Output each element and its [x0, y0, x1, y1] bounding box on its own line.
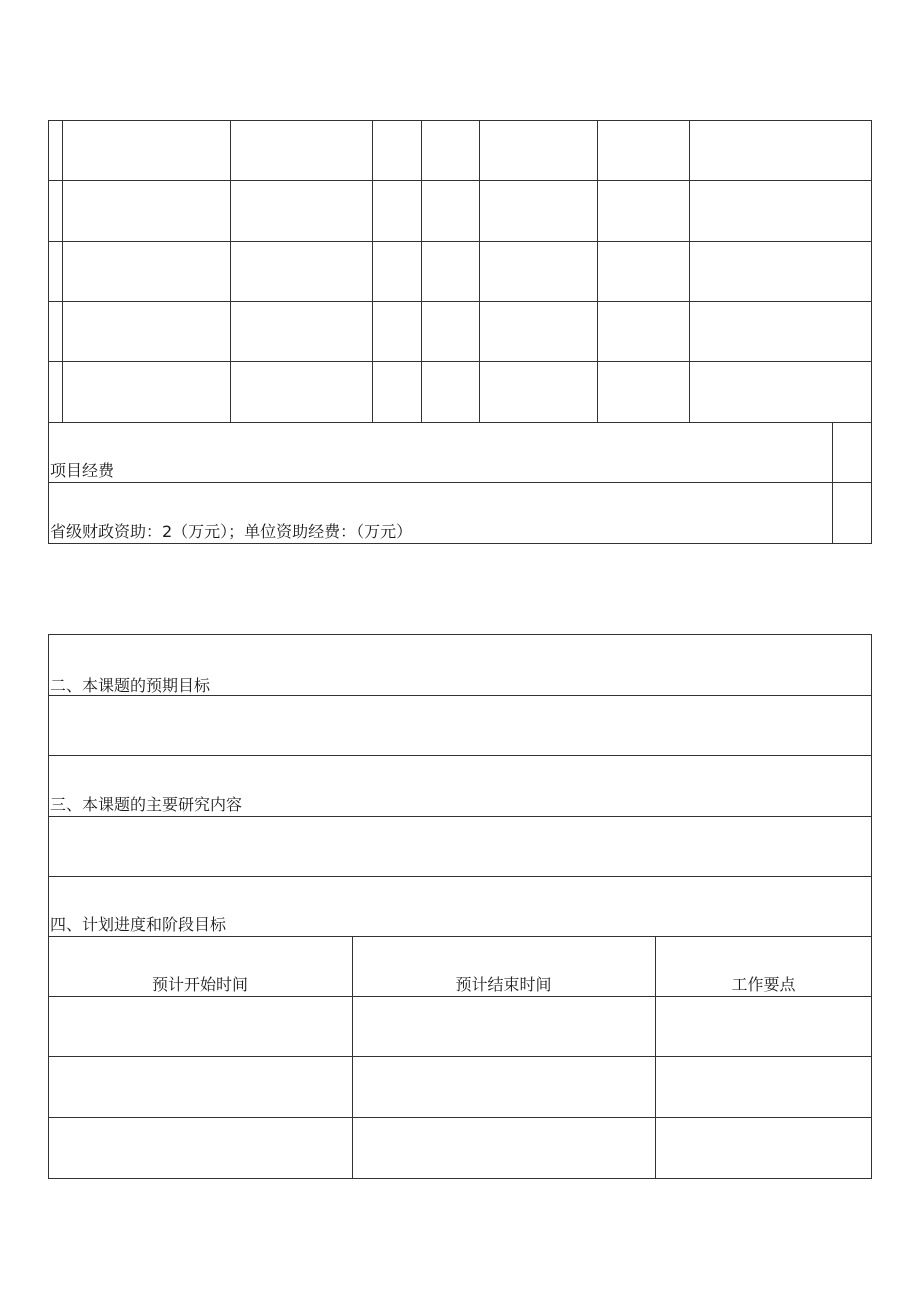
section-3-content[interactable] [49, 817, 871, 876]
member-cell[interactable] [480, 242, 597, 301]
member-cell[interactable] [49, 121, 62, 180]
member-cell[interactable] [373, 181, 421, 241]
member-cell[interactable] [422, 362, 479, 422]
grid-line [48, 936, 872, 937]
member-cell[interactable] [373, 362, 421, 422]
grid-line [48, 755, 872, 756]
section-2-content[interactable] [49, 696, 871, 755]
member-cell[interactable] [480, 121, 597, 180]
section-2-title: 二、本课题的预期目标 [50, 676, 211, 695]
schedule-cell[interactable] [656, 1057, 871, 1117]
schedule-cell[interactable] [353, 997, 655, 1056]
member-cell[interactable] [373, 121, 421, 180]
member-cell[interactable] [231, 121, 372, 180]
member-cell[interactable] [231, 242, 372, 301]
schedule-cell[interactable] [49, 997, 352, 1056]
member-cell[interactable] [373, 302, 421, 361]
member-cell[interactable] [63, 121, 230, 180]
member-cell[interactable] [480, 362, 597, 422]
member-cell[interactable] [598, 302, 689, 361]
schedule-header-end: 预计结束时间 [455, 975, 552, 994]
member-cell[interactable] [598, 362, 689, 422]
member-cell[interactable] [49, 242, 62, 301]
grid-line [832, 422, 833, 544]
member-cell[interactable] [49, 362, 62, 422]
member-cell[interactable] [49, 302, 62, 361]
grid-line [48, 482, 872, 483]
member-cell[interactable] [63, 242, 230, 301]
member-cell[interactable] [63, 181, 230, 241]
member-cell[interactable] [63, 362, 230, 422]
member-cell[interactable] [690, 242, 871, 301]
schedule-cell[interactable] [656, 997, 871, 1056]
schedule-cell[interactable] [353, 1057, 655, 1117]
member-cell[interactable] [690, 121, 871, 180]
member-cell[interactable] [231, 362, 372, 422]
grid-line [48, 422, 872, 423]
section-3-title: 三、本课题的主要研究内容 [50, 795, 243, 814]
schedule-cell[interactable] [353, 1118, 655, 1178]
member-cell[interactable] [422, 242, 479, 301]
section-4-title: 四、计划进度和阶段目标 [50, 915, 227, 934]
member-cell[interactable] [422, 302, 479, 361]
grid-line [48, 876, 872, 877]
funding-label: 项目经费 [50, 461, 115, 480]
member-cell[interactable] [690, 181, 871, 241]
schedule-cell[interactable] [656, 1118, 871, 1178]
member-cell[interactable] [598, 242, 689, 301]
funding-detail: 省级财政资助：2（万元）；单位资助经费：（万元） [50, 522, 413, 541]
member-cell[interactable] [690, 362, 871, 422]
schedule-header-key-points: 工作要点 [731, 975, 796, 994]
member-cell[interactable] [231, 302, 372, 361]
schedule-cell[interactable] [49, 1118, 352, 1178]
member-cell[interactable] [598, 181, 689, 241]
member-cell[interactable] [480, 302, 597, 361]
member-cell[interactable] [598, 121, 689, 180]
member-cell[interactable] [63, 302, 230, 361]
member-cell[interactable] [373, 242, 421, 301]
member-cell[interactable] [49, 181, 62, 241]
schedule-header-start: 预计开始时间 [151, 975, 248, 994]
member-cell[interactable] [690, 302, 871, 361]
schedule-cell[interactable] [49, 1057, 352, 1117]
member-cell[interactable] [422, 181, 479, 241]
member-cell[interactable] [231, 181, 372, 241]
member-cell[interactable] [422, 121, 479, 180]
member-cell[interactable] [480, 181, 597, 241]
